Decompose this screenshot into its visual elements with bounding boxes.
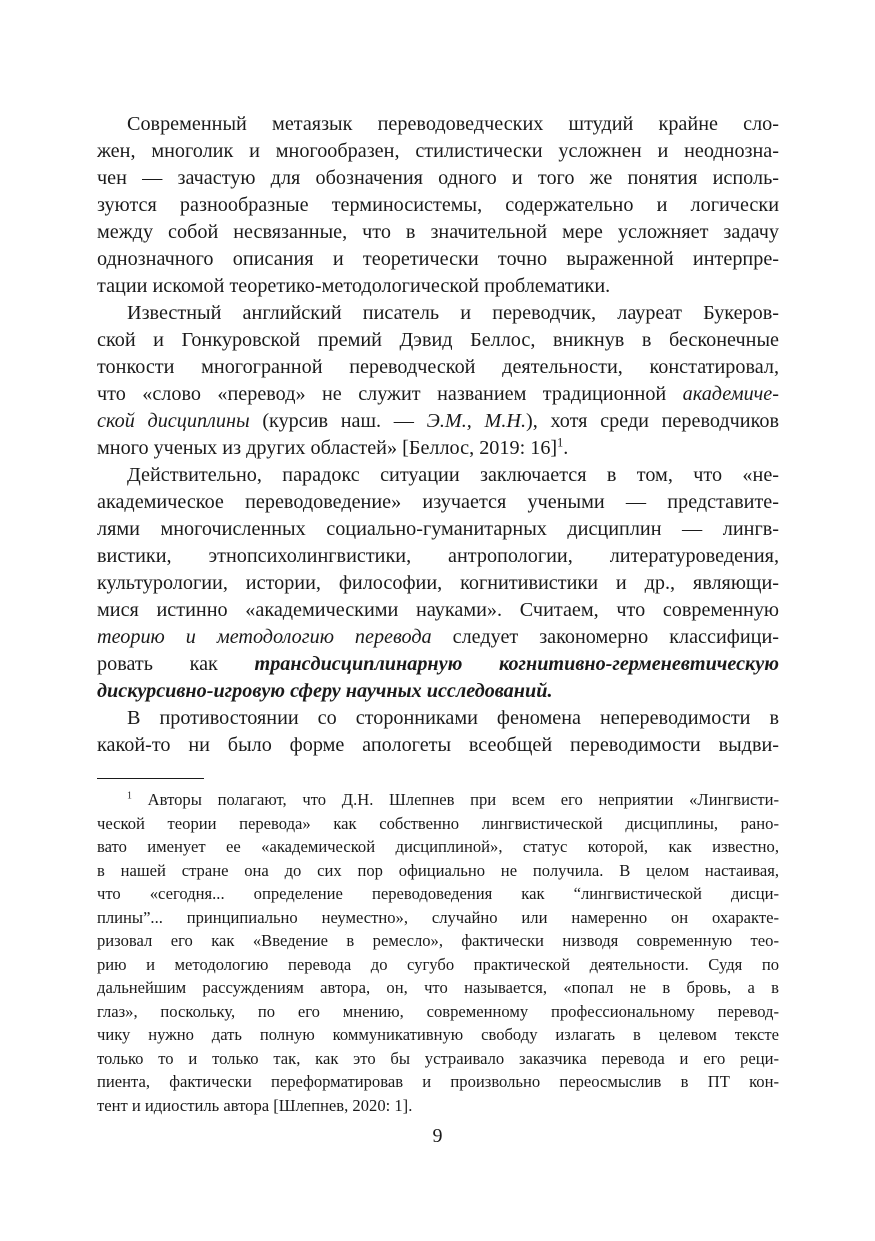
- footnote-line-14: тент и идиостиль автора [Шлепнев, 2020: 1].: [97, 1095, 413, 1115]
- footnote-line-1: [127, 788, 779, 812]
- paragraph-3-line-7: [97, 624, 779, 651]
- text-run: Авторы полагают, что Д.Н. Шлепнев при всем его неприятии «Лингвисти-: [131, 790, 779, 809]
- paragraph-2-line-3: тонкости многогранной переводческой деятельности, констатировал,: [97, 356, 779, 378]
- paragraph-3-line-6: мися истинно «академическими науками». Считаем, что современную: [97, 599, 779, 621]
- paragraph-1-line-7: тации искомой теоретико-методологической проблематики.: [97, 275, 611, 297]
- paragraph-4-line-1: В противостоянии со сторонниками феномена непереводимости в: [127, 707, 779, 729]
- paragraph-2-line-1: Известный английский писатель и переводчик, лауреат Букеров-: [127, 302, 779, 324]
- paragraph-3-line-5: культурологии, истории, философии, когнитивистики и др., являющи-: [97, 572, 779, 594]
- paragraph-1-line-1: Современный метаязык переводоведческих штудий крайне сло-: [127, 113, 779, 135]
- paragraph-2-line-4: [97, 381, 779, 408]
- paragraph-3-line-2: академическое переводоведение» изучается учеными — представите-: [97, 491, 779, 513]
- paragraph-2-line-6: [97, 435, 779, 462]
- text-run: следует закономерно классифици-: [431, 626, 779, 648]
- text-run: ), хотя среди переводчиков: [526, 410, 779, 432]
- paragraph-3-line-9: [97, 678, 779, 705]
- footnote-line-10: глаз», поскольку, по его мнению, современному профессиональному перевод-: [97, 1001, 779, 1021]
- italic-run: ской дисциплины: [97, 410, 250, 432]
- footnote-line-2: ческой теории перевода» как собственно лингвистической дисциплины, рано-: [97, 813, 779, 833]
- italic-run: академиче-: [682, 383, 779, 405]
- footnote-line-8: рию и методологию перевода до сугубо практической деятельности. Судя по: [97, 954, 779, 974]
- footnote-mark: 1: [127, 790, 132, 802]
- paragraph-1-line-3: чен — зачастую для обозначения одного и того же понятия исполь-: [97, 167, 779, 189]
- text-run: .: [563, 437, 569, 459]
- footnote-line-6: плины”... принципиально неуместно», случайно или намеренно он охаракте-: [97, 907, 779, 927]
- text-run: ровать как: [97, 653, 255, 675]
- paragraph-1-line-4: зуются разнообразные терминосистемы, содержательно и логически: [97, 194, 779, 216]
- paragraph-1-line-2: жен, многолик и многообразен, стилистически усложнен и неоднозна-: [97, 140, 779, 162]
- text-run: что «слово «перевод» не служит названием традиционной: [97, 383, 683, 405]
- bold-italic-run: дискурсивно-игровую сферу научных исследований.: [97, 680, 553, 702]
- paragraph-3-line-8: [97, 651, 779, 678]
- footnote-line-12: только то и только так, как это бы устраивало заказчика перевода и его реци-: [97, 1048, 779, 1068]
- page-number: 9: [432, 1125, 443, 1147]
- bold-italic-run: трансдисциплинарную когнитивно-герменевтическую: [254, 653, 779, 675]
- paragraph-3-line-3: лями многочисленных социально-гуманитарных дисциплин — лингв-: [97, 518, 779, 540]
- footnote-line-7: ризовал его как «Введение в ремесло», фактически низводя современную тео-: [97, 931, 779, 950]
- paragraph-1-line-6: однозначного описания и теоретически точно выраженной интерпре-: [97, 248, 779, 270]
- paragraph-3-line-4: вистики, этнопсихолингвистики, антропологии, литературоведения,: [97, 545, 779, 567]
- footnote-line-9: дальнейшим рассуждениям автора, он, что называется, «попал не в бровь, а в: [97, 978, 779, 997]
- paragraph-4-line-2: какой-то ни было форме апологеты всеобщей переводимости выдви-: [97, 734, 779, 756]
- paragraph-2-line-5: [97, 408, 779, 435]
- text-run: много ученых из других областей» [Беллос, 2019: 16]: [97, 437, 558, 459]
- footnote-line-3: вато именует ее «академической дисциплиной», статус которой, как известно,: [97, 837, 779, 856]
- footnote-line-11: чику нужно дать полную коммуникативную свободу излагать в целевом тексте: [97, 1025, 779, 1044]
- italic-run: теорию и методологию перевода: [97, 626, 432, 648]
- italic-run: Э.М., М.Н.: [426, 410, 526, 432]
- paragraph-3-line-1: Действительно, парадокс ситуации заключается в том, что «не-: [127, 464, 779, 486]
- footnote-reference: 1: [557, 435, 564, 450]
- text-run: (курсив наш. —: [249, 410, 427, 432]
- paragraph-1-line-5: между собой несвязанные, что в значительной мере усложняет задачу: [97, 221, 779, 243]
- paragraph-2-line-2: ской и Гонкуровской премий Дэвид Беллос, вникнув в бесконечные: [97, 329, 779, 351]
- footnote-line-5: что «сегодня... определение переводоведения как “лингвистической дисци-: [97, 884, 779, 903]
- footnote-line-4: в нашей стране она до сих пор официально не получила. В целом настаивая,: [97, 860, 779, 880]
- footnote-separator: [97, 778, 204, 779]
- footnote-line-13: пиента, фактически переформатировав и произвольно переосмыслив в ПТ кон-: [97, 1072, 779, 1091]
